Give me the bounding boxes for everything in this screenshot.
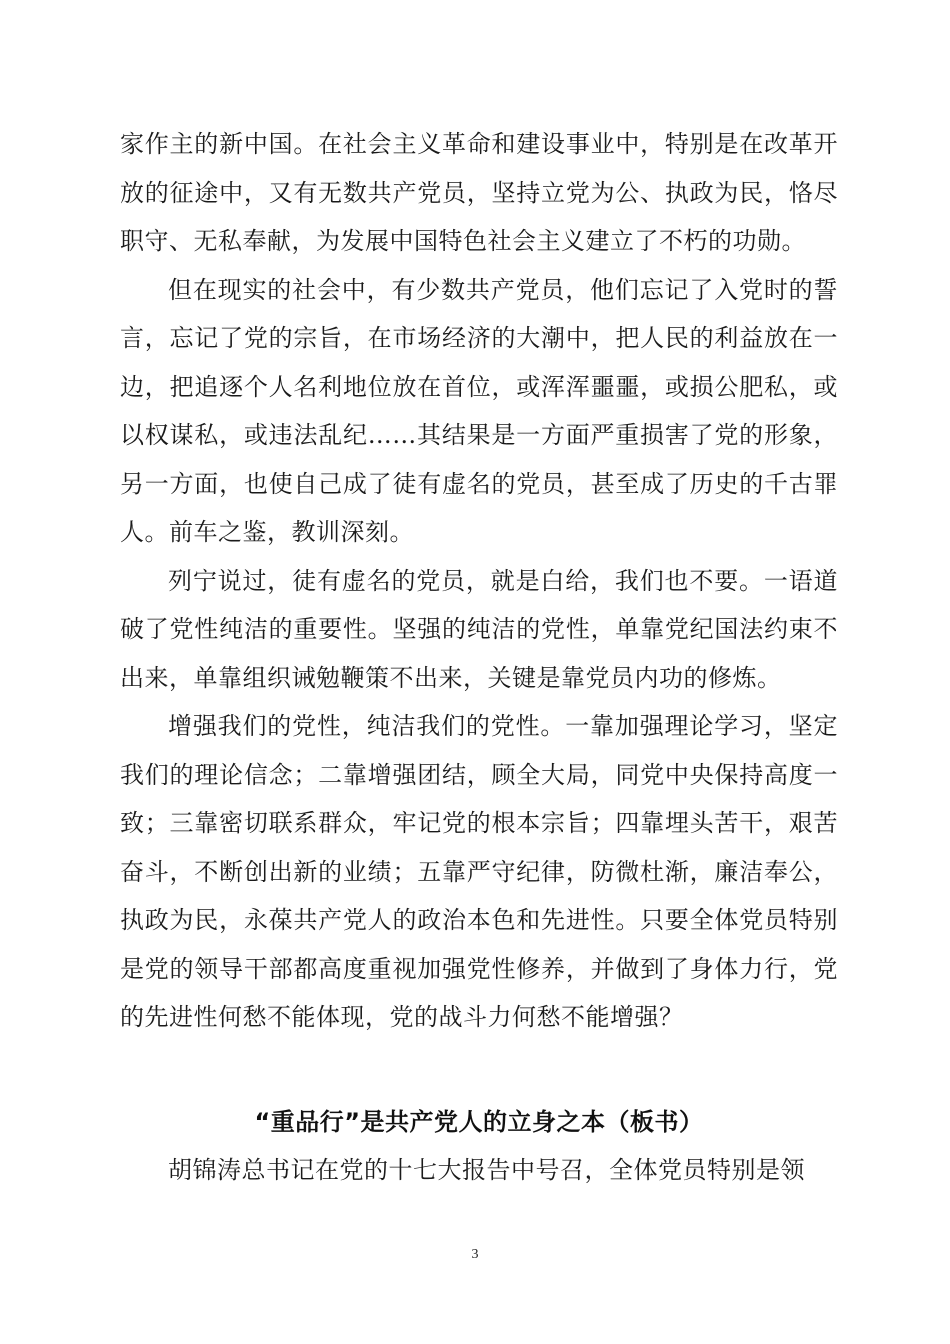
paragraph-hu: 胡锦涛总书记在党的十七大报告中号召，全体党员特别是领	[168, 1155, 805, 1184]
paragraph-lenin: 列宁说过，徒有虚名的党员，就是白给，我们也不要。一语道破了党性纯洁的重要性。坚强的纯洁的党性，单靠党纪国法约束不出来，单靠组织诫勉鞭策不出来，关键是靠党员内功的修炼。	[120, 566, 838, 692]
paragraph-continued: 家作主的新中国。在社会主义革命和建设事业中，特别是在改革开放的征途中，又有无数共产党员，坚持立党为公、执政为民，恪尽职守、无私奉献，为发展中国特色社会主义建立了不朽的功勋。	[120, 130, 838, 255]
section-gap	[120, 1042, 838, 1090]
paragraph-reality: 但在现实的社会中，有少数共产党员，他们忘记了入党时的誓言，忘记了党的宗旨，在市场经济的大潮中，把人民的利益放在一边，把追逐个人名利地位放在首位，或浑浑噩噩，或损公肥私，或以权谋私，或违法乱纪……其结果是一方面严重损害了党的形象，另一方面，也使自己成了徒有虚名的党员，甚至成了历史的千古罪人。前车之鉴，教训深刻。	[120, 275, 838, 546]
page-number: 3	[471, 1247, 479, 1262]
section-heading: “重品行”是共产党人的立身之本（板书）	[254, 1107, 704, 1136]
body-text	[120, 120, 838, 1194]
paragraph-strengthen: 增强我们的党性，纯洁我们的党性。一靠加强理论学习，坚定我们的理论信念；二靠增强团结，顾全大局，同党中央保持高度一致；三靠密切联系群众，牢记党的根本宗旨；四靠埋头苦干，艰苦奋斗，不断创出新的业绩；五靠严守纪律，防微杜渐，廉洁奉公，执政为民，永葆共产党人的政治本色和先进性。只要全体党员特别是党的领导干部都高度重视加强党性修养，并做到了身体力行，党的先进性何愁不能体现，党的战斗力何愁不能增强？	[120, 712, 838, 1031]
